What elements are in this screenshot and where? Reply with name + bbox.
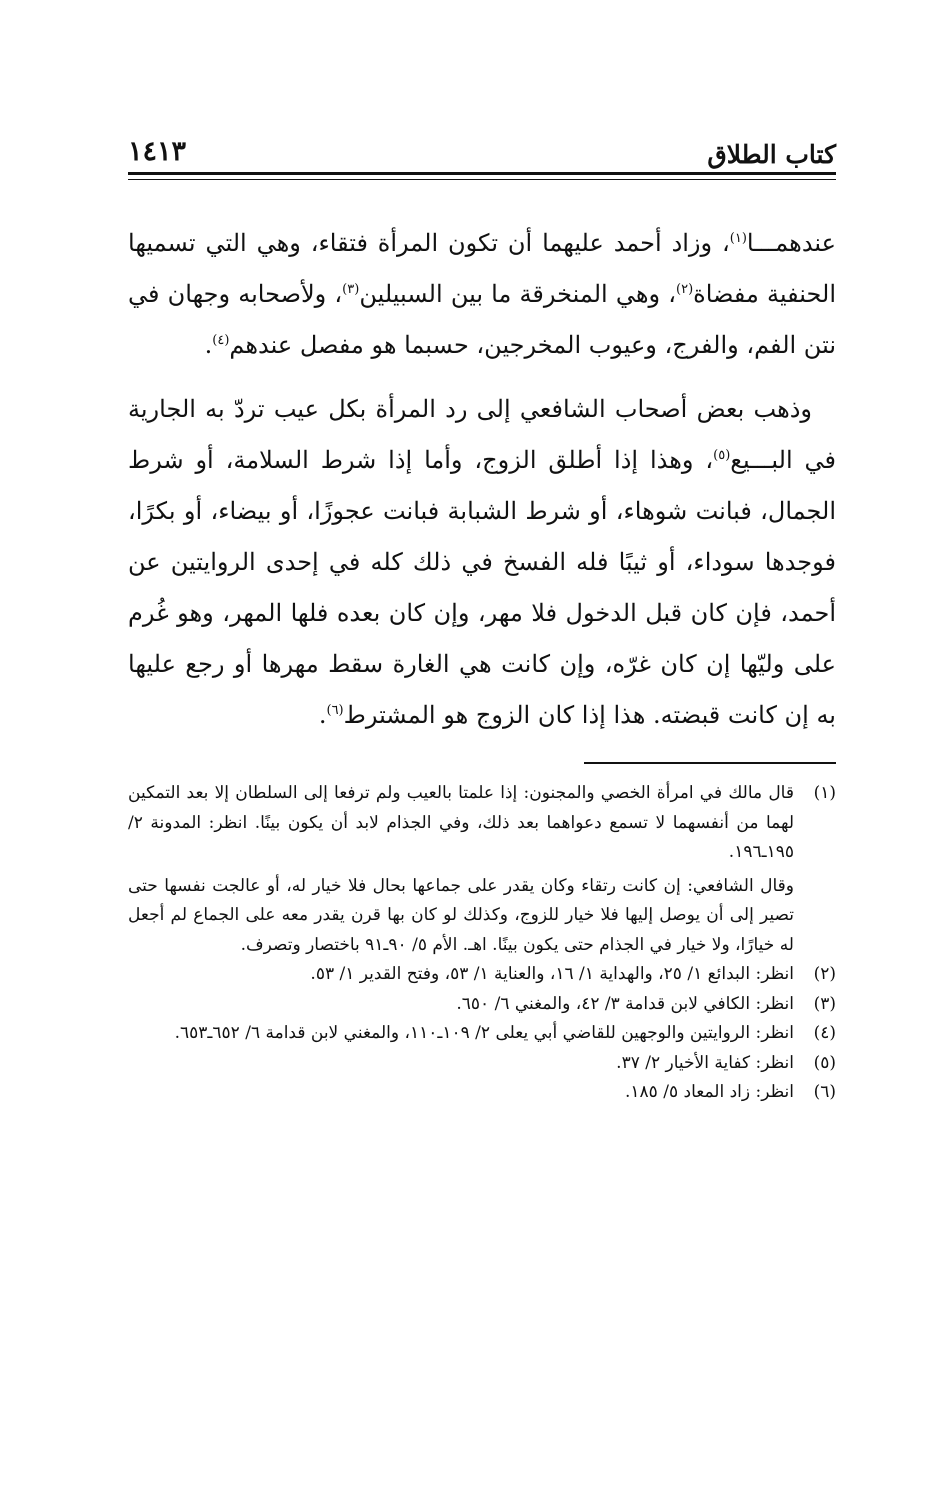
main-text bbox=[128, 218, 836, 741]
footnote-text: انظر: الروايتين والوجهين للقاضي أبي يعلى ٢/ ١٠٩ـ١١٠، والمغني لابن قدامة ٦/ ٦٥٢ـ٦٥٣. bbox=[174, 1023, 794, 1043]
footnote-number: (١) bbox=[813, 783, 836, 803]
footnote-number: (٢) bbox=[813, 964, 836, 984]
footnote-ref-6[interactable]: (٦) bbox=[326, 703, 344, 718]
footnote-text: انظر: كفاية الأخيار ٢/ ٣٧. bbox=[616, 1052, 794, 1073]
footnote-5 bbox=[128, 1049, 836, 1079]
footnote-text: قال مالك في امرأة الخصي والمجنون: إذا علمتا بالعيب ولم ترفعا إلى السلطان إلا بعد التمكين لهما من أنفسهما لا تسمع دعواهما بعد ذلك، وفي الجذام لابد أن يكون بينًا. انظر: المدونة ٢/ ١٩٥ـ١٩٦. bbox=[128, 783, 794, 862]
paragraph-2-text-b: ، وهذا إذا أطلق الزوج، وأما إذا شرط السلامة، أو شرط الجمال، فبانت شوهاء، أو شرط الشبابة فبانت عجوزًا، أو بيضاء، أو بكرًا، فوجدها سوداء، أو ثيبًا فله الفسخ في ذلك كله في إحدى الروايتين عن أحمد، فإن كان قبل الدخول فلا مهر، وإن كان بعده فلها المهر، وهو غُرم على وليّها إن كان غرّه، وإن كانت هي الغارة سقط مهرها أو رجع عليها به إن كانت قبضته. هذا إذا كان الزوج هو المشترط bbox=[128, 446, 836, 729]
footnote-ref-4[interactable]: (٤) bbox=[212, 333, 230, 348]
paragraph-2 bbox=[128, 384, 836, 741]
footnote-text: انظر: البدائع ١/ ٢٥، والهداية ١/ ١٦، والعناية ١/ ٥٣، وفتح القدير ١/ ٥٣. bbox=[310, 964, 794, 984]
footnote-number: (٤) bbox=[813, 1023, 836, 1043]
footnote-ref-1[interactable]: (١) bbox=[729, 231, 747, 246]
footnote-text: انظر: زاد المعاد ٥/ ١٨٥. bbox=[625, 1082, 794, 1102]
footnote-ref-2[interactable]: (٢) bbox=[676, 282, 694, 297]
header-rule-thick bbox=[128, 172, 836, 175]
footnote-text: انظر: الكافي لابن قدامة ٣/ ٤٢، والمغني ٦/ ٦٥٠. bbox=[456, 993, 794, 1014]
footnote-separator bbox=[584, 762, 836, 764]
paragraph-1-text-e: . bbox=[204, 331, 213, 359]
footnotes bbox=[128, 779, 836, 1108]
footnote-ref-5[interactable]: (٥) bbox=[713, 448, 731, 463]
footnote-number: (٦) bbox=[813, 1082, 836, 1102]
footnote-4 bbox=[128, 1019, 836, 1049]
footnote-2 bbox=[128, 960, 836, 990]
paragraph-2-text-c: . bbox=[318, 701, 327, 729]
page-header bbox=[128, 136, 836, 172]
header-rule-thin bbox=[128, 179, 836, 180]
paragraph-2-text-a: وذهب بعض أصحاب الشافعي إلى رد المرأة بكل عيب تردّ به الجارية في البـــيع bbox=[128, 395, 836, 474]
footnote-6 bbox=[128, 1078, 836, 1108]
paragraph-1 bbox=[128, 218, 836, 371]
footnote-number: (٣) bbox=[813, 993, 836, 1014]
paragraph-1-text-a: عندهمـــا bbox=[746, 229, 836, 257]
footnote-1-continuation: وقال الشافعي: إن كانت رتقاء وكان يقدر على جماعها بحال فلا خيار له، أو عالجت نفسها حتى تصير إلى أن يوصل إليها فلا خيار للزوج، وكذلك لو كان بها قرن يقدر معه على الجماع لم أجعل له خيارًا، ولا خيار في الجذام حتى يكون بينًا. اهـ. الأم ٥/ ٩٠ـ٩١ باختصار وتصرف. bbox=[128, 875, 794, 955]
footnote-number: (٥) bbox=[813, 1052, 836, 1073]
page-number: ١٤١٣ bbox=[128, 136, 187, 167]
paragraph-1-text-d: ، ولأصحابه وجهان في نتن الفم، والفرج، وعيوب المخرجين، حسبما هو مفصل عندهم bbox=[128, 280, 836, 359]
footnote-ref-3[interactable]: (٣) bbox=[342, 282, 360, 297]
footnote-1 bbox=[128, 779, 836, 868]
paragraph-1-text-c: ، وهي المنخرقة ما بين السبيلين bbox=[359, 280, 677, 308]
paragraph-1-text-b: ، وزاد أحمد عليهما أن تكون المرأة فتقاء، وهي التي تسميها الحنفية مفضاة bbox=[128, 229, 837, 308]
running-title: كتاب الطلاق bbox=[707, 140, 836, 169]
footnote-3 bbox=[128, 990, 836, 1020]
